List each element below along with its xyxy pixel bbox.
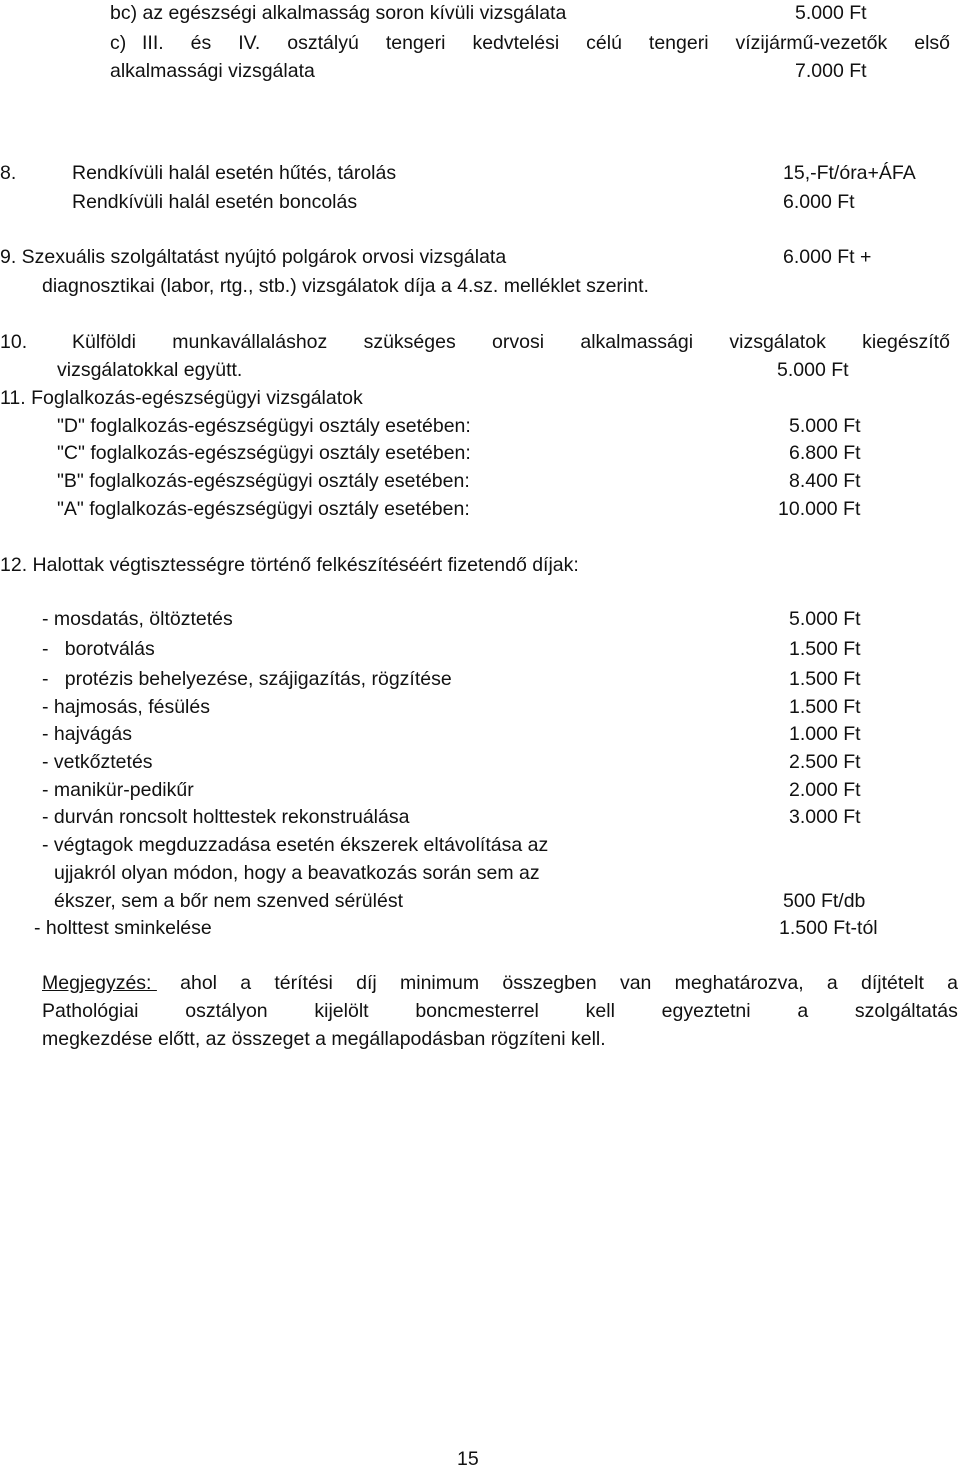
- word: egyeztetni: [661, 1000, 751, 1022]
- fee-row-label: - mosdatás, öltöztetés: [42, 608, 233, 630]
- word: munkavállaláshoz: [172, 331, 328, 353]
- section-8-number: 8.: [0, 162, 17, 184]
- word: Pathológiai: [42, 1000, 139, 1022]
- section-10-row2-price: 5.000 Ft: [777, 359, 849, 381]
- fee-multi-price: 500 Ft/db: [783, 890, 866, 912]
- word: díj: [356, 972, 377, 994]
- word: Külföldi: [72, 331, 136, 353]
- fee-row-label: - protézis behelyezése, szájigazítás, rögzítése: [42, 668, 452, 690]
- word: minimum: [400, 972, 480, 994]
- note-label: Megjegyzés:: [42, 972, 157, 994]
- word: kiegészítő: [862, 331, 950, 353]
- fee-multi-line2: ujjakról olyan módon, hogy a beavatkozás során sem az: [54, 862, 540, 884]
- section-8-row2-price: 6.000 Ft: [783, 191, 855, 213]
- fee-last-price: 1.500 Ft-tól: [779, 917, 878, 939]
- fee-row-price: 3.000 Ft: [789, 806, 861, 828]
- word: kell: [585, 1000, 615, 1022]
- fee-row-label: - manikür-pedikűr: [42, 779, 194, 801]
- fee-row-label: - vetkőztetés: [42, 751, 153, 773]
- section-11-row-price: 5.000 Ft: [789, 415, 861, 437]
- section-8-row2-text: Rendkívüli halál esetén boncolás: [72, 191, 358, 213]
- item-bc-price: 5.000 Ft: [795, 2, 867, 24]
- word: alkalmassági: [580, 331, 694, 353]
- word: tengeri: [648, 32, 709, 54]
- section-11-row-price: 8.400 Ft: [789, 470, 861, 492]
- word: kijelölt: [314, 1000, 369, 1022]
- word: díjtételt: [861, 972, 924, 994]
- word: a: [947, 972, 958, 994]
- word: és: [190, 32, 212, 54]
- word: boncmesterrel: [415, 1000, 539, 1022]
- section-9-row2-text: diagnosztikai (labor, rtg., stb.) vizsgálatok díja a 4.sz. melléklet szerint.: [42, 275, 649, 297]
- fee-row-price: 2.500 Ft: [789, 751, 861, 773]
- item-c-text-cont: alkalmassági vizsgálata: [110, 60, 315, 82]
- word: a: [826, 972, 838, 994]
- word: szolgáltatás: [854, 1000, 958, 1022]
- section-11-row-label: "B" foglalkozás-egészségügyi osztály esetében:: [57, 470, 470, 492]
- word: célú: [586, 32, 622, 54]
- fee-row-label: - durván roncsolt holttestek rekonstruálása: [42, 806, 410, 828]
- section-10-number: 10.: [0, 331, 28, 353]
- word: első: [914, 32, 950, 54]
- fee-multi-line3: ékszer, sem a bőr nem szenved sérülést: [54, 890, 403, 912]
- item-c-text: [142, 34, 950, 54]
- fee-row-price: 1.500 Ft: [789, 638, 861, 660]
- note-line1: [42, 974, 958, 994]
- fee-row-price: 1.500 Ft: [789, 696, 861, 718]
- word: térítési: [274, 972, 333, 994]
- section-10-row1-text: [72, 333, 950, 353]
- fee-multi-line1: - végtagok megduzzadása esetén ékszerek eltávolítása az: [42, 834, 549, 856]
- word: összegben: [502, 972, 597, 994]
- page-number: 15: [457, 1448, 479, 1470]
- section-8-row1-text: Rendkívüli halál esetén hűtés, tárolás: [72, 162, 397, 184]
- word: osztályon: [185, 1000, 268, 1022]
- section-10-row2-text: vizsgálatokkal együtt.: [57, 359, 243, 381]
- section-12-title: 12. Halottak végtisztességre történő felkészítéséért fizetendő díjak:: [0, 554, 579, 576]
- word: szükséges: [363, 331, 456, 353]
- fee-row-price: 1.000 Ft: [789, 723, 861, 745]
- word: orvosi: [492, 331, 545, 353]
- word: ahol: [180, 972, 218, 994]
- section-8-row1-price: 15,-Ft/óra+ÁFA: [783, 162, 916, 184]
- section-11-row-label: "A" foglalkozás-egészségügyi osztály esetében:: [57, 498, 470, 520]
- section-11-row-price: 6.800 Ft: [789, 442, 861, 464]
- word: osztályú: [287, 32, 359, 54]
- section-11-title: 11. Foglalkozás-egészségügyi vizsgálatok: [0, 387, 363, 409]
- section-9-row1-text: 9. Szexuális szolgáltatást nyújtó polgárok orvosi vizsgálata: [0, 246, 507, 268]
- fee-row-price: 1.500 Ft: [789, 668, 861, 690]
- note-line3: megkezdése előtt, az összeget a megállapodásban rögzíteni kell.: [42, 1028, 606, 1050]
- fee-row-price: 5.000 Ft: [789, 608, 861, 630]
- item-c-price: 7.000 Ft: [795, 60, 867, 82]
- section-11-row-price: 10.000 Ft: [778, 498, 861, 520]
- section-11-row-label: "C" foglalkozás-egészségügyi osztály esetében:: [57, 442, 471, 464]
- word: vizsgálatok: [729, 331, 826, 353]
- word: kedvtelési: [472, 32, 560, 54]
- word: van: [619, 972, 652, 994]
- word: tengeri: [385, 32, 446, 54]
- word: III.: [142, 32, 164, 54]
- section-11-row-label: "D" foglalkozás-egészségügyi osztály esetében:: [57, 415, 471, 437]
- word: IV.: [238, 32, 261, 54]
- word: a: [240, 972, 252, 994]
- item-bc-text: bc) az egészségi alkalmasság soron kívüli vizsgálata: [110, 2, 567, 24]
- fee-row-label: - hajvágás: [42, 723, 132, 745]
- word: a: [797, 1000, 809, 1022]
- word: vízijármű-vezetők: [735, 32, 888, 54]
- item-c-lead: c): [110, 32, 127, 54]
- word: meghatározva,: [674, 972, 804, 994]
- fee-row-label: - borotválás: [42, 638, 155, 660]
- fee-row-label: - hajmosás, fésülés: [42, 696, 210, 718]
- fee-last-label: - holttest sminkelése: [34, 917, 212, 939]
- fee-row-price: 2.000 Ft: [789, 779, 861, 801]
- note-line2: [42, 1002, 958, 1022]
- section-9-row1-price: 6.000 Ft +: [783, 246, 872, 268]
